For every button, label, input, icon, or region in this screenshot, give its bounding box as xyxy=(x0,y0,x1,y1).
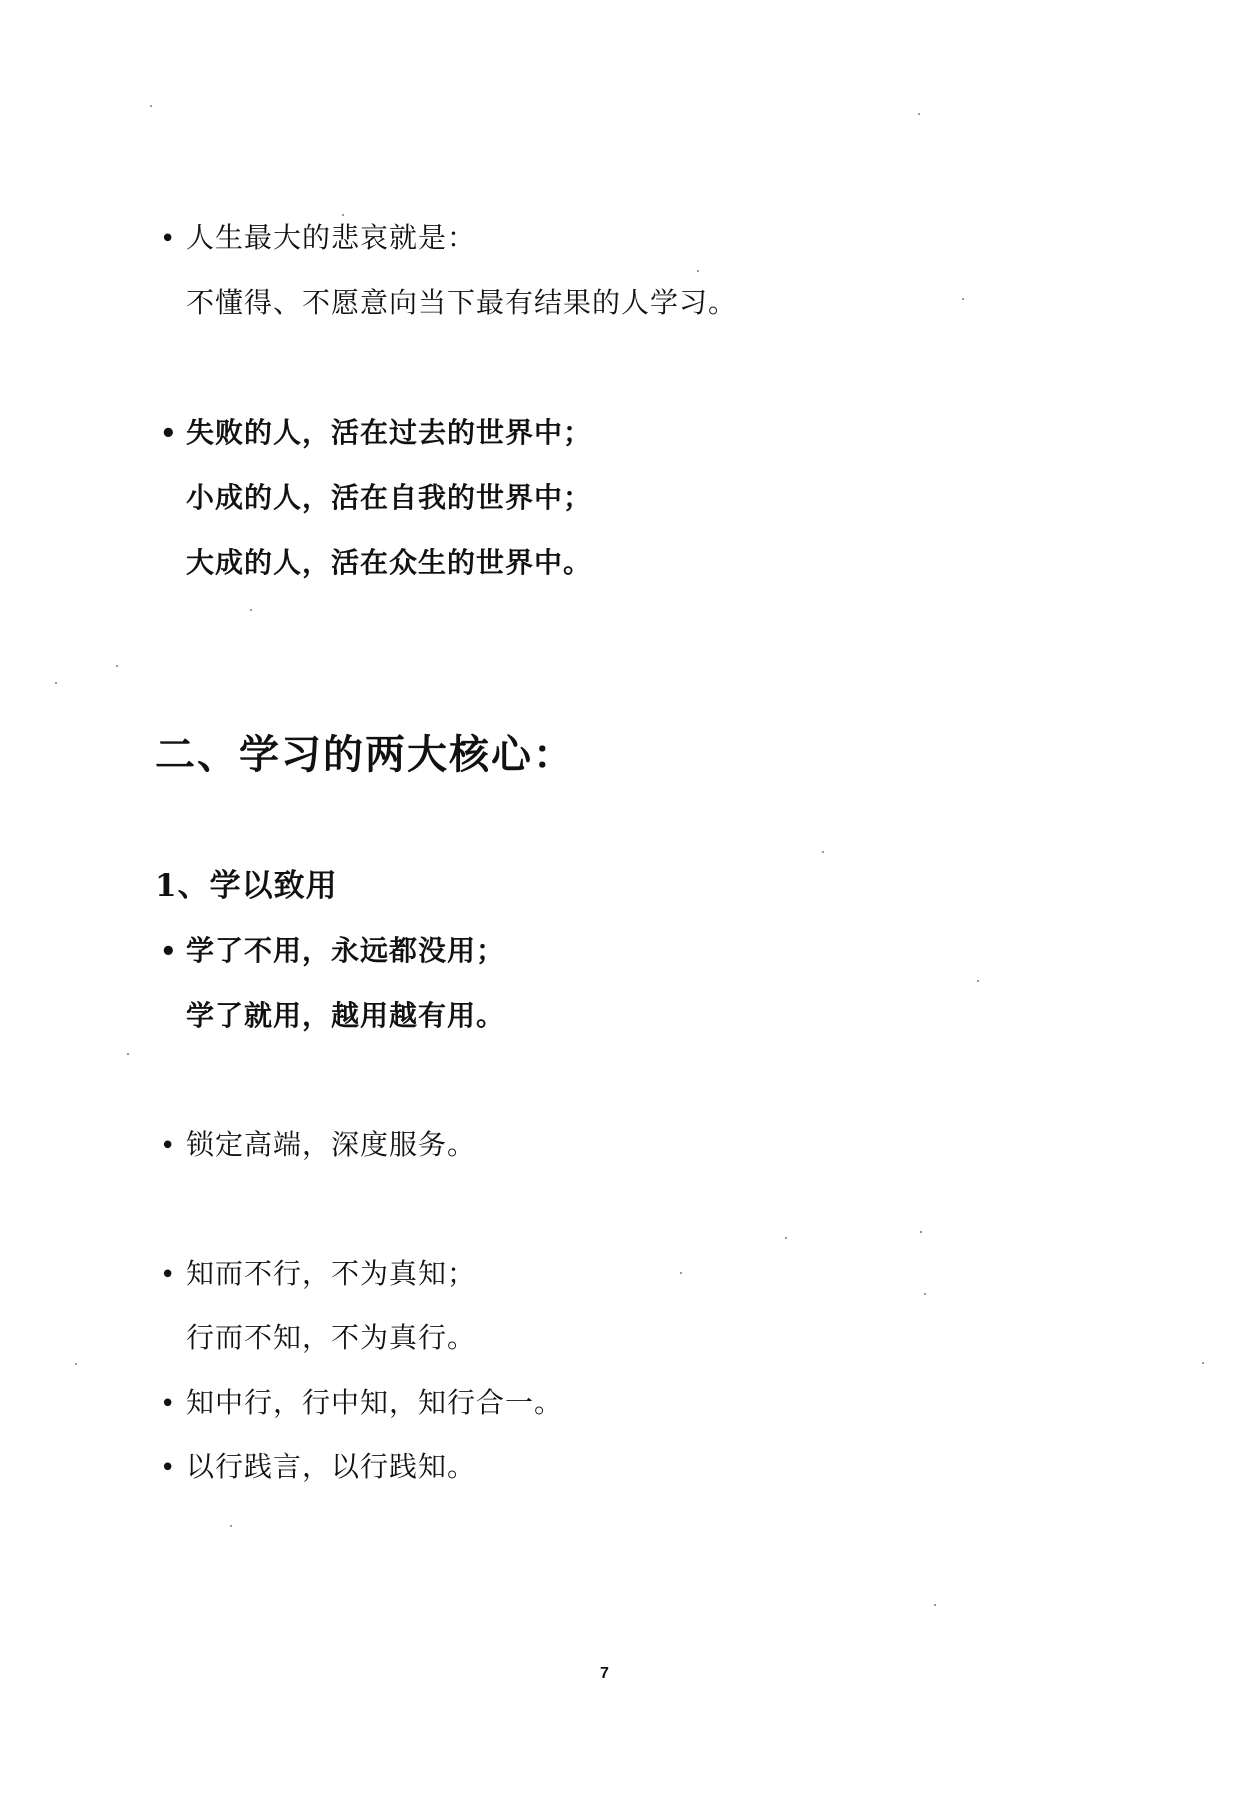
scan-speck xyxy=(250,609,252,611)
scan-speck xyxy=(924,1293,926,1295)
text-line: 锁定高端，深度服务。 xyxy=(186,1128,477,1161)
bullet-1: • xyxy=(160,224,176,254)
text-line: 学了不用，永远都没用； xyxy=(186,934,506,967)
text-line: 行而不知，不为真行。 xyxy=(186,1321,477,1354)
scan-speck xyxy=(1202,1362,1204,1364)
scan-speck xyxy=(342,214,344,216)
scan-speck xyxy=(697,270,699,272)
text-line: 小成的人，活在自我的世界中； xyxy=(186,481,593,514)
text-line: 人生最大的悲哀就是： xyxy=(186,221,477,254)
bullet-7: • xyxy=(160,1453,176,1483)
text-line: 大成的人，活在众生的世界中。 xyxy=(186,546,593,579)
scan-speck xyxy=(822,851,824,853)
scan-speck xyxy=(75,1363,77,1365)
bullet-6: • xyxy=(160,1389,176,1419)
text-line: 知而不行，不为真知； xyxy=(186,1257,477,1290)
text-line: 不懂得、不愿意向当下最有结果的人学习。 xyxy=(186,286,738,319)
scan-speck xyxy=(55,682,57,684)
scan-speck xyxy=(127,1053,129,1055)
scan-speck xyxy=(785,1237,787,1239)
scan-speck xyxy=(934,1604,936,1606)
subsection-heading: 1、学以致用 xyxy=(155,868,338,904)
scan-speck xyxy=(230,1525,232,1527)
bullet-2: • xyxy=(160,419,177,449)
scan-speck xyxy=(150,105,152,107)
bullet-4: • xyxy=(160,1131,176,1161)
scan-speck xyxy=(977,980,979,982)
text-line: 失败的人，活在过去的世界中； xyxy=(186,416,593,449)
bullet-3: • xyxy=(160,937,177,967)
text-line: 学了就用，越用越有用。 xyxy=(186,999,506,1032)
scan-speck xyxy=(962,298,964,300)
scan-speck xyxy=(680,1272,682,1274)
page-number: 7 xyxy=(600,1665,609,1682)
scan-speck xyxy=(116,665,118,667)
scan-speck xyxy=(920,1231,922,1233)
bullet-5: • xyxy=(160,1260,176,1290)
text-line: 知中行，行中知，知行合一。 xyxy=(186,1386,564,1419)
scan-speck xyxy=(918,113,920,115)
text-line: 以行践言，以行践知。 xyxy=(186,1450,477,1483)
section-heading: 二、学习的两大核心： xyxy=(155,731,575,778)
